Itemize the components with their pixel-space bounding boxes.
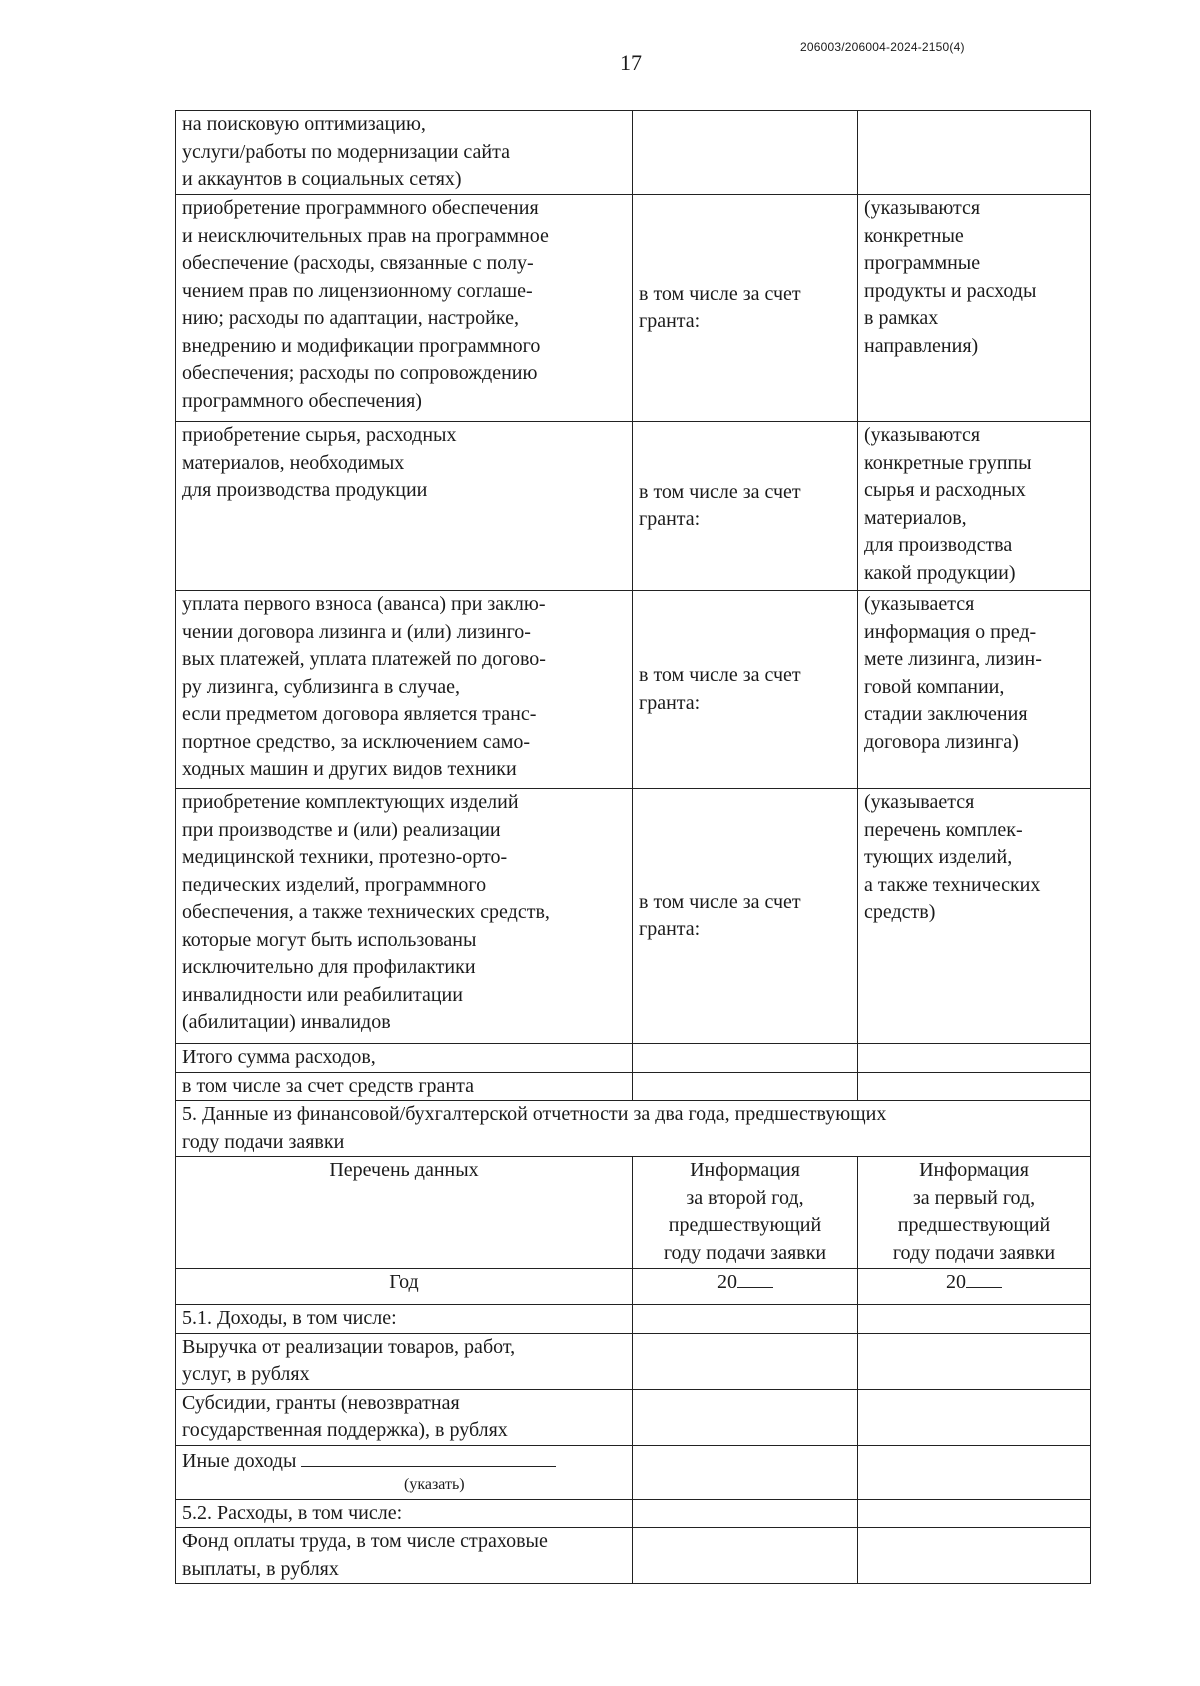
value-cell (633, 1389, 858, 1445)
expense-item-cell: уплата первого взноса (аванса) при заклю- чении договора лизинга и (или) лизинго- вых платежей, уплата платежей по догово- ру лизинга, сублизинга в случае, если предметом договора является транс- портное средство, за исключением само- ходных машин и других видов техники (176, 591, 633, 789)
col-header-data-list: Перечень данных (176, 1157, 633, 1269)
year-second-cell (633, 1269, 858, 1305)
total-row (176, 1044, 1091, 1073)
expense-amount-cell: в том числе за счет гранта: (633, 195, 858, 422)
expense-amount-cell: в том числе за счет гранта: (633, 591, 858, 789)
total-grant-row (176, 1072, 1091, 1101)
value-cell (633, 1445, 858, 1499)
payroll-label: Фонд оплаты труда, в том числе страховые выплаты, в рублях (176, 1528, 633, 1584)
page-number: 17 (620, 50, 642, 75)
value-cell (633, 1528, 858, 1584)
expense-note-cell: (указываются конкретные группы сырья и расходных материалов, для производства какой продукции) (858, 422, 1091, 591)
year-blank-line[interactable] (737, 1269, 773, 1288)
table-row (176, 789, 1091, 1044)
revenue-label: Выручка от реализации товаров, работ, услуг, в рублях (176, 1333, 633, 1389)
expense-amount-cell (633, 111, 858, 195)
table-row (176, 1499, 1091, 1528)
year-blank-line[interactable] (966, 1269, 1002, 1288)
expense-note-cell (858, 111, 1091, 195)
table-row (176, 1389, 1091, 1445)
year-prefix: 20 (717, 1271, 737, 1293)
expense-amount-cell: в том числе за счет гранта: (633, 422, 858, 591)
value-cell (858, 1445, 1091, 1499)
expense-item-cell: приобретение сырья, расходных материалов, необходимых для производства продукции (176, 422, 633, 591)
total-label: Итого сумма расходов, (176, 1044, 633, 1073)
total-grant-label: в том числе за счет средств гранта (176, 1072, 633, 1101)
value-cell (633, 1499, 858, 1528)
expense-item-cell: приобретение комплектующих изделий при производстве и (или) реализации медицинской техники, протезно-орто- педических изделий, программного обеспечения, а также технических средств, которые могут быть использованы исключительно для профилактики инвалидности или реабилитации (абилитации) инвалидов (176, 789, 633, 1044)
expenses-and-financial-table (175, 110, 1091, 1584)
table-row (176, 1528, 1091, 1584)
table-row (176, 1333, 1091, 1389)
subsidies-label: Субсидии, гранты (невозвратная государственная поддержка), в рублях (176, 1389, 633, 1445)
year-label: Год (176, 1269, 633, 1305)
value-cell (633, 1305, 858, 1334)
col-header-second-year: Информация за второй год, предшествующий году подачи заявки (633, 1157, 858, 1269)
expense-note-cell: (указываются конкретные программные продукты и расходы в рамках направления) (858, 195, 1091, 422)
table-row (176, 422, 1091, 591)
section-title-row (176, 1101, 1091, 1157)
value-cell (858, 1528, 1091, 1584)
other-income-label: Иные доходы (182, 1449, 297, 1472)
year-row (176, 1269, 1091, 1305)
value-cell (858, 1333, 1091, 1389)
year-first-cell (858, 1269, 1091, 1305)
total-note-cell (858, 1044, 1091, 1073)
section-5-title: 5. Данные из финансовой/бухгалтерской отчетности за два года, предшествующих году подачи заявки (176, 1101, 1091, 1157)
document-code: 206003/206004-2024-2150(4) (800, 40, 965, 54)
section-header-row (176, 1157, 1091, 1269)
other-income-cell (176, 1445, 633, 1499)
expense-item-cell: на поисковую оптимизацию, услуги/работы по модернизации сайта и аккаунтов в социальных сетях) (176, 111, 633, 195)
value-cell (858, 1499, 1091, 1528)
expense-amount-cell: в том числе за счет гранта: (633, 789, 858, 1044)
year-prefix: 20 (946, 1271, 966, 1293)
incomes-title: 5.1. Доходы, в том числе: (176, 1305, 633, 1334)
expenses-title: 5.2. Расходы, в том числе: (176, 1499, 633, 1528)
table-row (176, 1305, 1091, 1334)
value-cell (858, 1389, 1091, 1445)
other-income-hint: (указать) (404, 1476, 465, 1493)
total-amount-cell (633, 1044, 858, 1073)
value-cell (858, 1305, 1091, 1334)
expense-note-cell: (указывается перечень комплек- тующих изделий, а также технических средств) (858, 789, 1091, 1044)
total-grant-amount-cell (633, 1072, 858, 1101)
expense-item-cell: приобретение программного обеспечения и неисключительных прав на программное обеспечение (расходы, связанные с полу- чением прав по лицензионному соглаше- нию; расходы по адаптации, настройке, внедрению и модификации программного обеспечения; расходы по сопровождению программного обеспечения) (176, 195, 633, 422)
total-grant-note-cell (858, 1072, 1091, 1101)
table-row (176, 111, 1091, 195)
table-row (176, 591, 1091, 789)
col-header-first-year: Информация за первый год, предшествующий году подачи заявки (858, 1157, 1091, 1269)
table-row (176, 1445, 1091, 1499)
value-cell (633, 1333, 858, 1389)
expense-note-cell: (указывается информация о пред- мете лизинга, лизин- говой компании, стадии заключения договора лизинга) (858, 591, 1091, 789)
other-income-blank[interactable] (301, 1446, 556, 1467)
table-row (176, 195, 1091, 422)
